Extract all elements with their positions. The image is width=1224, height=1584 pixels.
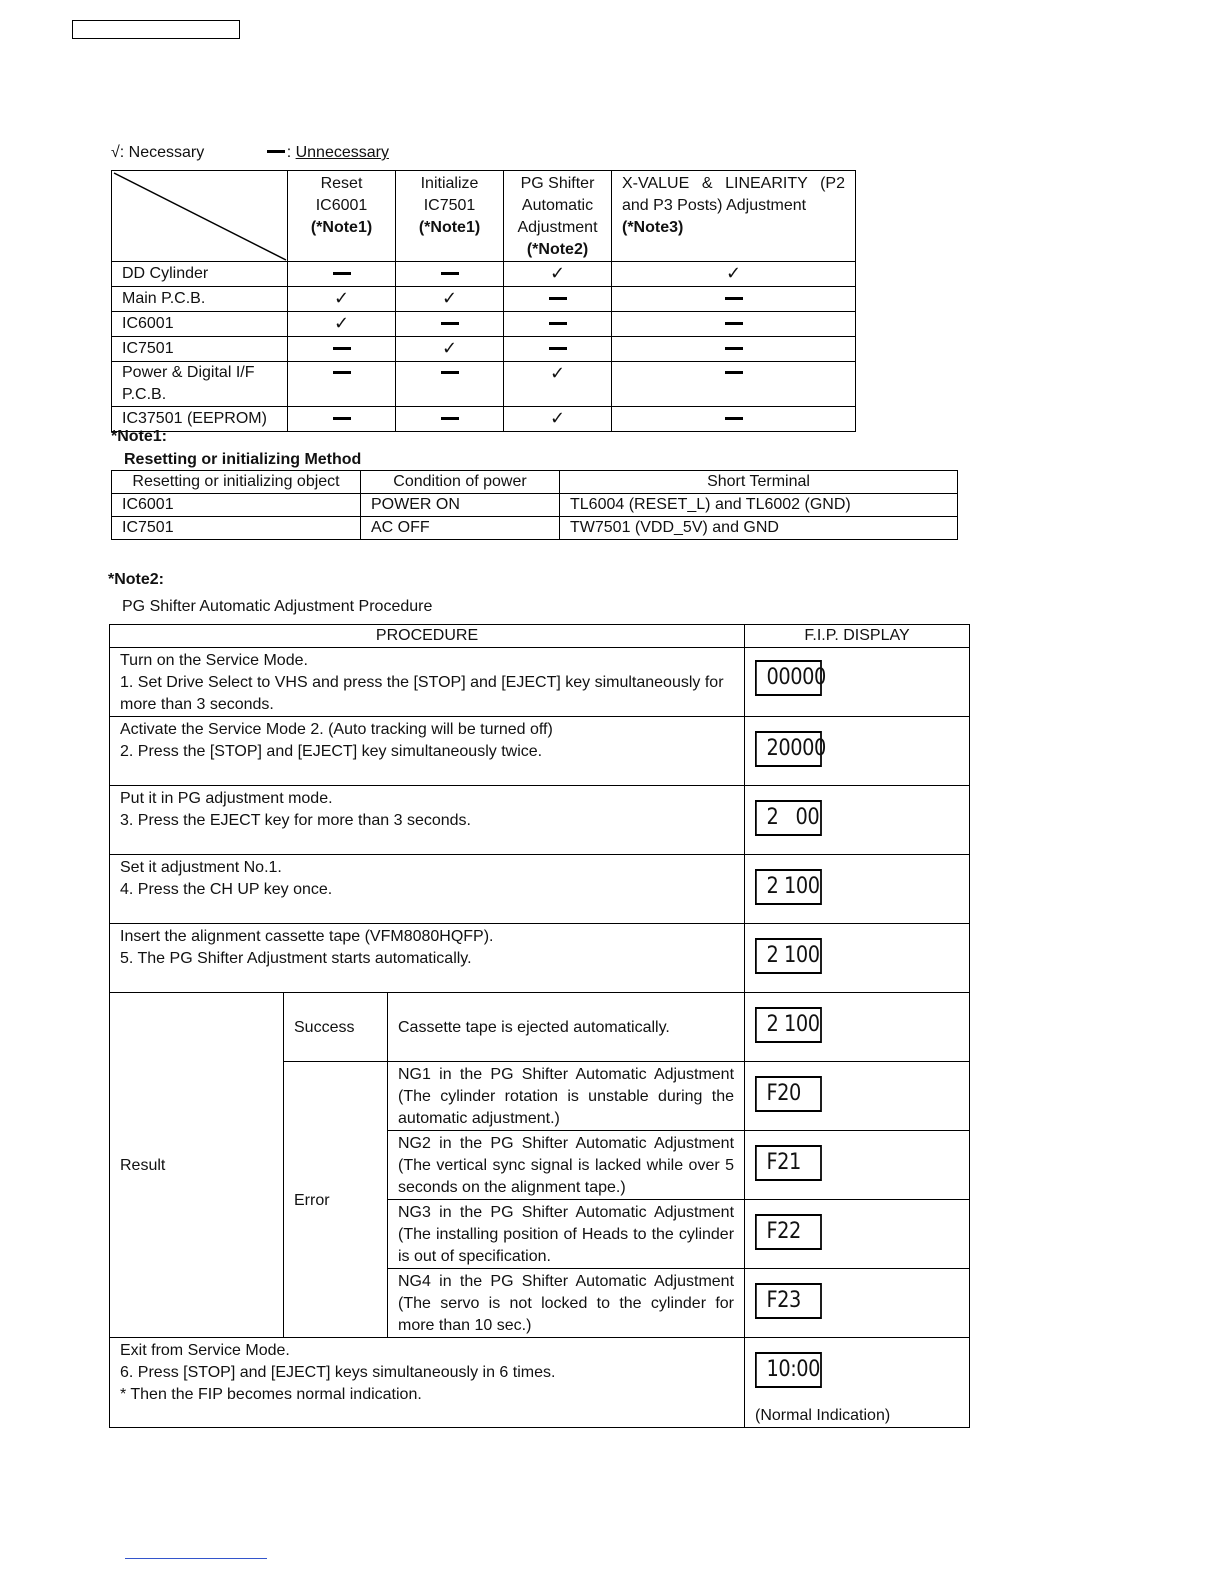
unnecessary-icon (725, 417, 743, 420)
fip-display: 2 00 (755, 800, 822, 836)
table-cell: AC OFF (361, 517, 560, 540)
mark-cell (288, 337, 396, 362)
fip-cell (745, 924, 970, 993)
mark-cell (504, 262, 612, 287)
step-row (110, 924, 970, 993)
fip-display: F23 (755, 1283, 822, 1319)
success-row (110, 993, 970, 1062)
step-line: Turn on the Service Mode. (120, 652, 308, 669)
table-row (112, 407, 856, 432)
fip-cell (745, 993, 970, 1062)
step-line: Activate the Service Mode 2. (Auto tracking will be turned off) (120, 721, 553, 738)
mark-cell (396, 312, 504, 337)
unnecessary-icon (333, 371, 351, 374)
legend-necessary: : Necessary (119, 144, 205, 161)
unnecessary-icon (333, 272, 351, 275)
result-label: Result (110, 993, 284, 1338)
row-label: Power & Digital I/F P.C.B. (112, 362, 288, 407)
fip-display: 2 100 (755, 938, 822, 974)
dash-legend-icon (267, 150, 285, 153)
legend-unnecessary: Unnecessary (295, 144, 389, 161)
unnecessary-icon (549, 297, 567, 300)
fip-display: 20000 (755, 731, 822, 767)
mark-cell (288, 362, 396, 407)
table-row (112, 262, 856, 287)
fip-display: F21 (755, 1145, 822, 1181)
step-text (110, 717, 745, 786)
table-cell: POWER ON (361, 494, 560, 517)
fip-display: 2 100 (755, 1007, 822, 1043)
note2-title: *Note2: (108, 571, 165, 588)
mark-cell (612, 287, 856, 312)
header-pg-l3: Adjustment (517, 219, 598, 236)
check-icon: ✓ (725, 263, 742, 283)
display-header: F.I.P. DISPLAY (745, 625, 970, 648)
row-label: IC7501 (112, 337, 288, 362)
diagonal-header-cell (112, 171, 288, 262)
unnecessary-icon (441, 371, 459, 374)
table-row (112, 494, 958, 517)
table-row (112, 287, 856, 312)
mark-cell (396, 362, 504, 407)
mark-cell (288, 312, 396, 337)
step-line: 4. Press the CH UP key once. (120, 881, 333, 898)
exit-text (110, 1338, 745, 1428)
mark-cell (612, 262, 856, 287)
mark-cell (396, 337, 504, 362)
diagonal-line-icon (112, 171, 288, 261)
mark-cell (504, 287, 612, 312)
header-pg-l4: (*Note2) (526, 241, 589, 258)
header-xvalue-l2: (*Note3) (622, 219, 684, 236)
unnecessary-icon (725, 347, 743, 350)
check-icon: ✓ (441, 338, 458, 358)
table-header-row (112, 471, 958, 494)
header-reset (288, 171, 396, 262)
header-init-l3: (*Note1) (418, 219, 481, 236)
mark-cell (612, 337, 856, 362)
step-line: Set it adjustment No.1. (120, 859, 282, 876)
mark-cell (612, 407, 856, 432)
check-icon: ✓ (549, 408, 566, 428)
success-text: Cassette tape is ejected automatically. (388, 993, 745, 1062)
row-label: IC37501 (EEPROM) (112, 407, 288, 432)
step-line: 6. Press [STOP] and [EJECT] keys simultaneously in 6 times. (120, 1364, 556, 1381)
header-xvalue (612, 171, 856, 262)
fip-cell (745, 1338, 970, 1428)
check-icon: ✓ (549, 363, 566, 383)
header-initialize (396, 171, 504, 262)
check-icon: ✓ (549, 263, 566, 283)
fip-display: 00000 (755, 660, 822, 696)
step-row (110, 855, 970, 924)
unnecessary-icon (725, 297, 743, 300)
row-label: IC6001 (112, 312, 288, 337)
mark-cell (288, 287, 396, 312)
step-line: Insert the alignment cassette tape (VFM8080HQFP). (120, 928, 494, 945)
footer-link-line (125, 1558, 267, 1559)
table-cell: TW7501 (VDD_5V) and GND (560, 517, 958, 540)
table-cell: IC6001 (112, 494, 361, 517)
step-text (110, 786, 745, 855)
reset-method-table (111, 470, 958, 540)
table-cell: TL6004 (RESET_L) and TL6002 (GND) (560, 494, 958, 517)
success-label: Success (284, 993, 388, 1062)
header-xvalue-l1: X-VALUE & LINEARITY (P2 and P3 Posts) Adjustment (622, 175, 845, 214)
step-line: Put it in PG adjustment mode. (120, 790, 333, 807)
header-pg-l1: PG Shifter (520, 175, 595, 192)
row-label: Main P.C.B. (112, 287, 288, 312)
error-label: Error (284, 1062, 388, 1338)
unnecessary-icon (725, 371, 743, 374)
step-row (110, 648, 970, 717)
check-legend-icon: √ (111, 144, 120, 161)
step-text (110, 648, 745, 717)
error-text: NG4 in the PG Shifter Automatic Adjustment (The servo is not locked to the cylinder for more than 10 sec.) (388, 1269, 745, 1338)
header-reset-l2: IC6001 (315, 197, 368, 214)
check-icon: ✓ (333, 313, 350, 333)
replacement-table (111, 170, 856, 432)
step-line: 2. Press the [STOP] and [EJECT] key simultaneously twice. (120, 743, 543, 760)
header-init-l1: Initialize (420, 175, 479, 192)
step-line: 3. Press the EJECT key for more than 3 seconds. (120, 812, 471, 829)
table-row (112, 312, 856, 337)
error-text: NG2 in the PG Shifter Automatic Adjustment (The vertical sync signal is lacked while over 5 seconds on the alignment tape.) (388, 1131, 745, 1200)
unnecessary-icon (441, 272, 459, 275)
fip-cell (745, 786, 970, 855)
error-text: NG1 in the PG Shifter Automatic Adjustment (The cylinder rotation is unstable during the automatic adjustment.) (388, 1062, 745, 1131)
note2-subtitle: PG Shifter Automatic Adjustment Procedure (122, 598, 433, 615)
header-reset-l1: Reset (320, 175, 363, 192)
step-row (110, 717, 970, 786)
table-header-row (110, 625, 970, 648)
fip-cell (745, 648, 970, 717)
mark-cell (396, 287, 504, 312)
procedure-table (109, 624, 970, 1428)
unnecessary-icon (549, 322, 567, 325)
fip-cell (745, 717, 970, 786)
unnecessary-icon (549, 347, 567, 350)
note1-title: *Note1: (111, 428, 168, 445)
fip-cell (745, 1200, 970, 1269)
column-header: Resetting or initializing object (112, 471, 361, 494)
fip-display: 2 100 (755, 869, 822, 905)
mark-cell (396, 262, 504, 287)
column-header: Condition of power (361, 471, 560, 494)
header-box (72, 20, 240, 39)
mark-cell (504, 362, 612, 407)
header-pg-l2: Automatic (521, 197, 594, 214)
note1-subtitle: Resetting or initializing Method (124, 451, 362, 468)
header-reset-l3: (*Note1) (310, 219, 373, 236)
step-line: * Then the FIP becomes normal indication. (120, 1386, 422, 1403)
step-line: 1. Set Drive Select to VHS and press the [STOP] and [EJECT] key simultaneously for more than 3 seconds. (120, 674, 724, 713)
mark-cell (504, 407, 612, 432)
normal-indication-note: (Normal Indication) (755, 1407, 891, 1424)
fip-display: F20 (755, 1076, 822, 1112)
fip-display: 10:00 (755, 1352, 822, 1388)
unnecessary-icon (333, 347, 351, 350)
step-line: 5. The PG Shifter Adjustment starts automatically. (120, 950, 472, 967)
table-row (112, 337, 856, 362)
error-text: NG3 in the PG Shifter Automatic Adjustment (The installing position of Heads to the cylinder is out of specification. (388, 1200, 745, 1269)
table-row (112, 362, 856, 407)
fip-cell (745, 1131, 970, 1200)
step-text (110, 924, 745, 993)
fip-cell (745, 855, 970, 924)
mark-cell (288, 407, 396, 432)
table-row (112, 517, 958, 540)
fip-cell (745, 1269, 970, 1338)
step-line: Exit from Service Mode. (120, 1342, 290, 1359)
step-text (110, 855, 745, 924)
mark-cell (288, 262, 396, 287)
unnecessary-icon (441, 417, 459, 420)
header-init-l2: IC7501 (423, 197, 476, 214)
header-pg-shifter (504, 171, 612, 262)
check-icon: ✓ (441, 288, 458, 308)
column-header: Short Terminal (560, 471, 958, 494)
mark-cell (612, 312, 856, 337)
fip-display: F22 (755, 1214, 822, 1250)
procedure-header: PROCEDURE (110, 625, 745, 648)
fip-cell (745, 1062, 970, 1131)
table-cell: IC7501 (112, 517, 361, 540)
exit-row (110, 1338, 970, 1428)
unnecessary-icon (441, 322, 459, 325)
row-label: DD Cylinder (112, 262, 288, 287)
unnecessary-icon (725, 322, 743, 325)
mark-cell (612, 362, 856, 407)
check-icon: ✓ (333, 288, 350, 308)
mark-cell (504, 312, 612, 337)
step-row (110, 786, 970, 855)
mark-cell (504, 337, 612, 362)
legend: √: Necessary : Unnecessary (111, 144, 389, 161)
mark-cell (396, 407, 504, 432)
unnecessary-icon (333, 417, 351, 420)
